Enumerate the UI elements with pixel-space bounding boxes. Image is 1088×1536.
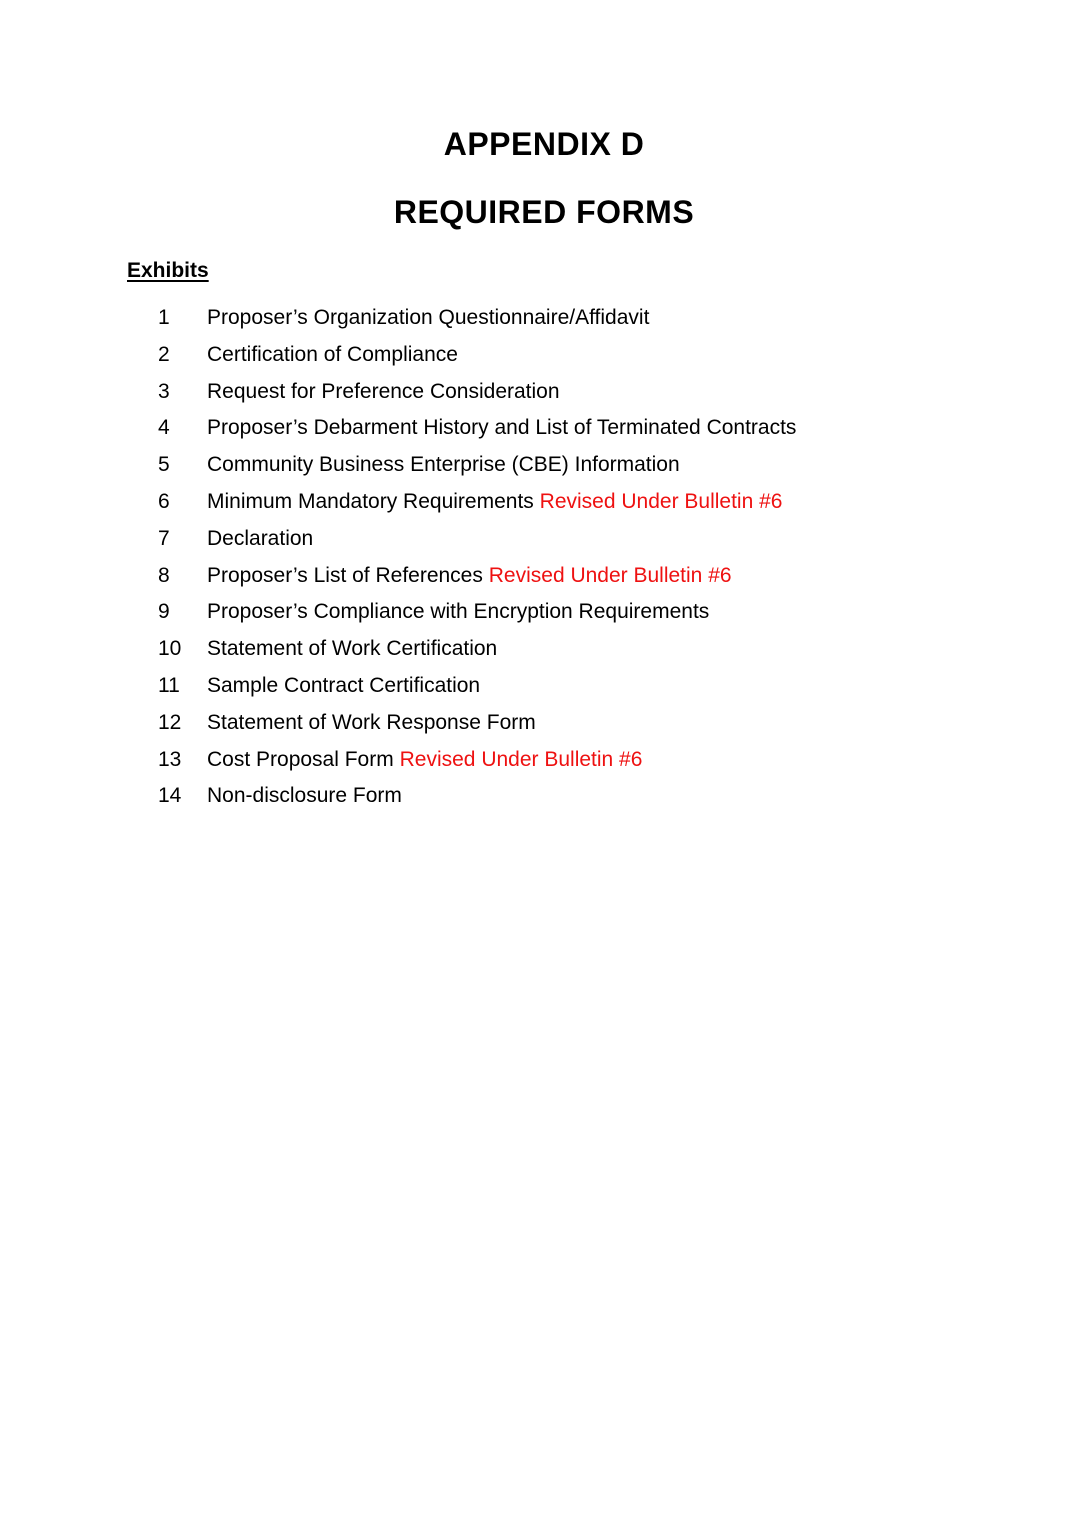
exhibit-title: Declaration bbox=[207, 526, 314, 550]
exhibit-number: 5 bbox=[158, 453, 170, 477]
revision-note: Revised Under Bulletin #6 bbox=[539, 489, 783, 513]
exhibit-title: Non-disclosure Form bbox=[207, 784, 402, 808]
exhibit-title: Community Business Enterprise (CBE) Information bbox=[207, 453, 680, 477]
exhibit-row bbox=[127, 484, 961, 521]
exhibit-row bbox=[127, 374, 961, 411]
exhibit-number: 8 bbox=[158, 563, 170, 587]
exhibits-heading: Exhibits bbox=[127, 259, 209, 282]
exhibit-title: Minimum Mandatory Requirements bbox=[207, 489, 534, 513]
exhibit-row bbox=[127, 594, 961, 631]
exhibit-number: 10 bbox=[158, 637, 182, 661]
exhibit-row bbox=[127, 705, 961, 742]
exhibit-title: Request for Preference Consideration bbox=[207, 379, 560, 403]
exhibit-number: 13 bbox=[158, 747, 182, 771]
exhibit-row bbox=[127, 742, 961, 779]
exhibit-row bbox=[127, 558, 961, 595]
exhibit-number: 14 bbox=[158, 784, 182, 808]
appendix-title: APPENDIX D bbox=[443, 126, 645, 162]
exhibit-number: 7 bbox=[158, 526, 170, 550]
exhibit-number: 11 bbox=[158, 673, 180, 697]
exhibit-number: 3 bbox=[158, 379, 170, 403]
exhibit-number: 4 bbox=[158, 416, 170, 440]
exhibit-row bbox=[127, 410, 961, 447]
exhibit-number: 2 bbox=[158, 342, 170, 366]
exhibit-title: Proposer’s Debarment History and List of Terminated Contracts bbox=[207, 416, 797, 440]
exhibit-title: Proposer’s List of References bbox=[207, 563, 483, 587]
exhibit-number: 1 bbox=[158, 306, 170, 329]
exhibit-title: Sample Contract Certification bbox=[207, 673, 481, 697]
exhibit-list bbox=[127, 300, 961, 815]
revision-note: Revised Under Bulletin #6 bbox=[488, 563, 732, 587]
exhibit-row bbox=[127, 521, 961, 558]
exhibit-title: Statement of Work Response Form bbox=[207, 710, 536, 734]
exhibit-title: Proposer’s Organization Questionnaire/Affidavit bbox=[207, 306, 650, 329]
exhibit-row bbox=[127, 668, 961, 705]
exhibit-number: 12 bbox=[158, 710, 182, 734]
required-forms-title: REQUIRED FORMS bbox=[393, 194, 695, 230]
exhibit-title: Cost Proposal Form bbox=[207, 747, 394, 771]
exhibit-title: Certification of Compliance bbox=[207, 342, 458, 366]
exhibit-title: Statement of Work Certification bbox=[207, 637, 498, 661]
exhibit-row bbox=[127, 778, 961, 815]
document-page bbox=[0, 128, 1088, 1536]
revision-note: Revised Under Bulletin #6 bbox=[399, 747, 643, 771]
exhibit-row bbox=[127, 631, 961, 668]
exhibit-row bbox=[127, 337, 961, 374]
exhibit-row bbox=[127, 447, 961, 484]
exhibit-title: Proposer’s Compliance with Encryption Requirements bbox=[207, 600, 710, 624]
exhibit-number: 6 bbox=[158, 489, 170, 513]
exhibit-number: 9 bbox=[158, 600, 170, 624]
exhibit-row bbox=[127, 300, 961, 337]
